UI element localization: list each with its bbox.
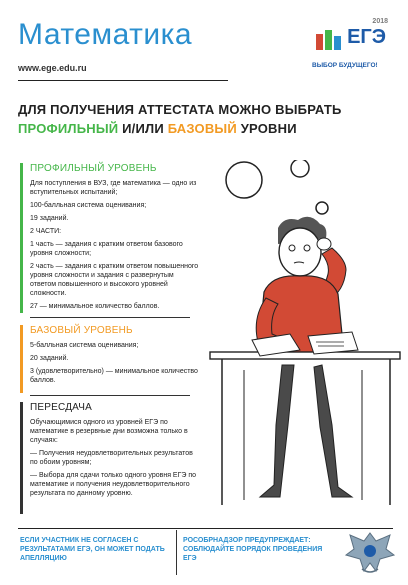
- base-level-section: [20, 325, 200, 389]
- student-hand: [317, 238, 331, 250]
- student-head: [279, 228, 321, 276]
- student-leg: [314, 365, 352, 497]
- base-level-text: 20 заданий.: [30, 355, 69, 362]
- base-level-text: 5-балльная система оценивания;: [30, 342, 139, 349]
- retake-title: ПЕРЕСДАЧА: [30, 402, 92, 413]
- profile-level-text: Для поступления в ВУЗ, где математика — одно из вступительных испытаний;: [30, 180, 197, 196]
- headline-profile: ПРОФИЛЬНЫЙ: [18, 121, 119, 136]
- retake-text: — Получения неудовлетворительных результатов по обоим уровням;: [30, 450, 193, 466]
- desk-top: [210, 352, 400, 359]
- logo-word: ЕГЭ: [347, 26, 386, 48]
- headline: [18, 100, 342, 138]
- profile-level-bar: [20, 163, 23, 313]
- headline-levels: УРОВНИ: [236, 121, 297, 136]
- profile-level-text: 1 часть — задания с кратким ответом базового уровня сложности;: [30, 241, 183, 257]
- header-divider: [18, 80, 228, 81]
- profile-level-text: 2 часть — задания с кратким ответом повышенного уровня сложности и задания с развернутым ответом повышенного и высокого уровней сложности.: [30, 263, 199, 297]
- thought-bubble: [226, 162, 262, 198]
- website-link[interactable]: www.ege.edu.ru: [18, 63, 87, 73]
- chair-leg: [244, 370, 362, 500]
- thought-bubble: [291, 160, 309, 177]
- profile-level-text: 100-балльная система оценивания;: [30, 202, 147, 209]
- page-title: Математика: [18, 18, 193, 51]
- headline-line2: [18, 119, 342, 138]
- profile-level-section: [20, 163, 200, 315]
- rosobrnadzor-notice: РОСОБРНАДЗОР ПРЕДУПРЕЖДАЕТ: СОБЛЮДАЙТЕ ПОРЯДОК ПРОВЕДЕНИЯ ЕГЭ: [183, 537, 323, 562]
- headline-and-or: И/ИЛИ: [118, 121, 168, 136]
- logo-year: 2018: [372, 18, 388, 25]
- profile-level-text: 27 — минимальное количество баллов.: [30, 303, 160, 310]
- ege-logo-icon: [310, 18, 394, 80]
- retake-text: Обучающимися одного из уровней ЕГЭ по математике в резервные дни возможна только в случаях:: [30, 419, 188, 444]
- base-level-title: БАЗОВЫЙ УРОВЕНЬ: [30, 325, 133, 336]
- exam-paper: [308, 332, 358, 354]
- profile-level-text: 2 ЧАСТИ:: [30, 228, 62, 235]
- headline-line1: ДЛЯ ПОЛУЧЕНИЯ АТТЕСТАТА МОЖНО ВЫБРАТЬ: [18, 102, 342, 117]
- section-divider: [30, 317, 190, 318]
- retake-section: [20, 402, 200, 502]
- section-divider: [30, 395, 190, 396]
- footer-divider: [18, 528, 393, 529]
- eagle-emblem-icon: [342, 525, 398, 579]
- base-level-text: 3 (удовлетворительно) — минимальное количество баллов.: [30, 368, 198, 384]
- footer-separator: [176, 530, 177, 575]
- logo-tagline: ВЫБОР БУДУЩЕГО!: [312, 62, 378, 69]
- thought-bubble: [316, 202, 328, 214]
- profile-level-text: 19 заданий.: [30, 215, 69, 222]
- eagle-shield: [364, 545, 376, 557]
- base-level-bar: [20, 325, 23, 393]
- ege-logo-mark: [314, 24, 344, 54]
- appeal-notice: ЕСЛИ УЧАСТНИК НЕ СОГЛАСЕН С РЕЗУЛЬТАТАМИ ЕГЭ, ОН МОЖЕТ ПОДАТЬ АПЕЛЛЯЦИЮ: [20, 537, 165, 562]
- retake-bar: [20, 402, 23, 514]
- student-illustration: [192, 160, 404, 525]
- student-leg: [260, 365, 294, 497]
- retake-text: — Выбора для сдачи только одного уровня ЕГЭ по математике и получения неудовлетворительного результата по данному уровню.: [30, 472, 197, 497]
- headline-base: БАЗОВЫЙ: [167, 121, 237, 136]
- profile-level-title: ПРОФИЛЬНЫЙ УРОВЕНЬ: [30, 163, 157, 174]
